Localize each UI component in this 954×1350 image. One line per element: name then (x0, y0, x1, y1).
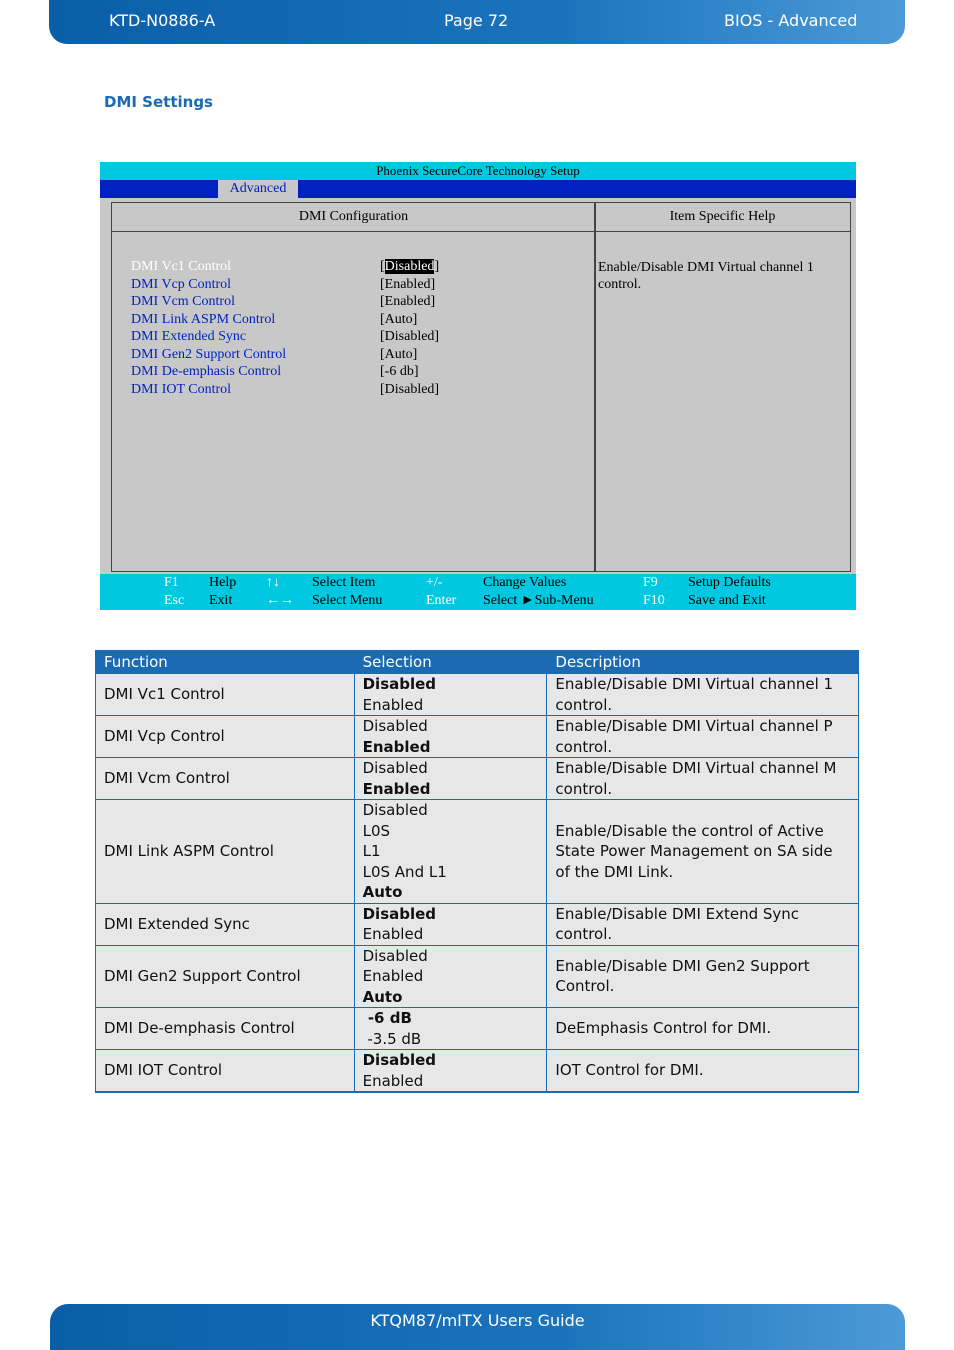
selection-option: Enabled (362, 925, 424, 943)
table-row (96, 1050, 859, 1093)
bios-item[interactable] (131, 382, 591, 400)
table-row (96, 903, 859, 945)
selection-option: L1 (362, 842, 381, 860)
bios-item-value[interactable]: [Auto] (380, 346, 418, 362)
table-row (96, 1008, 859, 1050)
bios-key-legend (100, 574, 856, 610)
bios-screenshot (100, 162, 856, 610)
table-header-row (96, 651, 859, 674)
help-text: Enable/Disable DMI Virtual channel 1 control. (598, 260, 814, 292)
save-exit-desc: Save and Exit (688, 593, 766, 608)
selection-cell (354, 674, 547, 716)
bios-menubar (100, 180, 856, 198)
bios-item-label: DMI Vc1 Control (131, 259, 232, 274)
table-row (96, 716, 859, 758)
description-cell: Enable/Disable DMI Gen2 Support Control. (547, 945, 859, 1008)
description-cell: DeEmphasis Control for DMI. (547, 1008, 859, 1050)
selection-option: L0S (362, 821, 391, 840)
setup-defaults-desc: Setup Defaults (688, 575, 771, 590)
function-table (95, 650, 859, 1093)
bios-item-label: DMI Vcm Control (131, 294, 235, 309)
bios-item-value[interactable]: [-6 db] (380, 364, 419, 379)
help-header: Item Specific Help (595, 203, 850, 232)
selection-option: L0S And L1 (362, 862, 447, 881)
table-row (96, 758, 859, 800)
selection-option: Disabled (362, 717, 428, 735)
column-header-function: Function (96, 651, 355, 674)
page-number: Page 72 (444, 11, 509, 30)
selection-option: -6 dB (362, 1009, 412, 1027)
page-footer (50, 1304, 905, 1350)
key-f1: F1 (164, 575, 179, 590)
description-cell: Enable/Disable the control of Active State Power Management on SA side of the DMI Link. (547, 800, 859, 904)
table-row (96, 945, 859, 1008)
bios-item[interactable] (131, 259, 591, 277)
exit-desc: Exit (209, 593, 233, 608)
function-cell: DMI Extended Sync (96, 903, 355, 945)
bios-item[interactable] (131, 312, 591, 330)
bios-item-value[interactable]: [Enabled] (380, 294, 436, 309)
bios-tab-advanced[interactable]: Advanced (218, 180, 298, 198)
function-cell: DMI Vc1 Control (96, 674, 355, 716)
key-f10: F10 (643, 593, 665, 608)
description-cell: Enable/Disable DMI Virtual channel P control. (547, 716, 859, 758)
selection-option: Disabled (362, 946, 428, 965)
selection-option: Enabled (362, 779, 431, 798)
bios-help-panel (594, 202, 851, 572)
key-f1-desc: Help (209, 575, 237, 590)
bios-item-label: DMI IOT Control (131, 381, 232, 397)
selection-cell (354, 716, 547, 758)
key-plus-minus: +/- (426, 575, 443, 590)
selection-option: Enabled (362, 737, 431, 756)
selection-option: Auto (362, 883, 403, 901)
bios-item-value[interactable]: [Enabled] (380, 276, 436, 292)
selection-option: Disabled (362, 675, 437, 693)
bios-item-value[interactable]: [Disabled] (380, 259, 440, 274)
function-cell: DMI Gen2 Support Control (96, 945, 355, 1008)
selection-option: -3.5 dB (362, 1029, 422, 1048)
selection-option: Disabled (362, 801, 428, 819)
selection-cell (354, 1008, 547, 1050)
function-cell: DMI IOT Control (96, 1050, 355, 1093)
bios-item-label: DMI De-emphasis Control (131, 364, 282, 379)
guide-title: KTQM87/mITX Users Guide (370, 1311, 585, 1330)
table-row (96, 674, 859, 716)
selection-option: Disabled (362, 904, 437, 923)
select-menu-desc: Select Menu (312, 593, 383, 608)
document-id: KTD-N0886-A (109, 11, 216, 30)
selection-cell (354, 800, 547, 904)
column-header-selection: Selection (354, 651, 547, 674)
section-name: BIOS - Advanced (724, 11, 858, 30)
selection-option: Enabled (362, 1071, 424, 1090)
bios-item-value[interactable]: [Auto] (380, 311, 418, 327)
bios-item[interactable] (131, 347, 591, 365)
description-cell: Enable/Disable DMI Virtual channel M control. (547, 758, 859, 800)
selection-cell (354, 945, 547, 1008)
bios-item-label: DMI Vcp Control (131, 276, 232, 292)
bios-item[interactable] (131, 329, 591, 347)
panel-header: DMI Configuration (112, 203, 595, 232)
key-esc: Esc (164, 593, 185, 608)
bios-item-value[interactable]: [Disabled] (380, 329, 440, 344)
function-cell: DMI De-emphasis Control (96, 1008, 355, 1050)
bios-item-list (131, 259, 591, 399)
description-cell: Enable/Disable DMI Extend Sync control. (547, 903, 859, 945)
selection-option: Auto (362, 987, 403, 1006)
description-cell: Enable/Disable DMI Virtual channel 1 control. (547, 674, 859, 716)
select-item-desc: Select Item (312, 575, 376, 590)
key-f9: F9 (643, 575, 658, 590)
bios-item-label: DMI Gen2 Support Control (131, 346, 287, 362)
selection-option: Enabled (362, 695, 424, 714)
table-row (96, 800, 859, 904)
bios-item-value[interactable]: [Disabled] (380, 381, 440, 397)
select-submenu-desc: Select ►Sub-Menu (483, 593, 594, 608)
change-values-desc: Change Values (483, 575, 567, 590)
selected-value: Disabled (384, 259, 435, 274)
bios-item-label: DMI Extended Sync (131, 329, 247, 344)
page-header (49, 0, 905, 44)
arrows-left-right-icon: ←→ (266, 593, 294, 608)
section-title: DMI Settings (104, 93, 213, 111)
selection-option: Disabled (362, 759, 428, 777)
selection-option: Disabled (362, 1051, 437, 1069)
bios-item[interactable] (131, 294, 591, 312)
selection-cell (354, 758, 547, 800)
description-cell: IOT Control for DMI. (547, 1050, 859, 1093)
function-cell: DMI Link ASPM Control (96, 800, 355, 904)
function-cell: DMI Vcm Control (96, 758, 355, 800)
bios-item[interactable] (131, 277, 591, 295)
key-enter: Enter (426, 593, 457, 608)
bios-item[interactable] (131, 364, 591, 382)
selection-cell (354, 903, 547, 945)
selection-cell (354, 1050, 547, 1093)
arrows-up-down-icon: ↑↓ (266, 575, 280, 590)
function-cell: DMI Vcp Control (96, 716, 355, 758)
column-header-description: Description (547, 651, 859, 674)
selection-option: Enabled (362, 967, 424, 985)
bios-title: Phoenix SecureCore Technology Setup (100, 162, 856, 180)
bios-config-panel (111, 202, 596, 572)
bios-item-label: DMI Link ASPM Control (131, 311, 276, 327)
